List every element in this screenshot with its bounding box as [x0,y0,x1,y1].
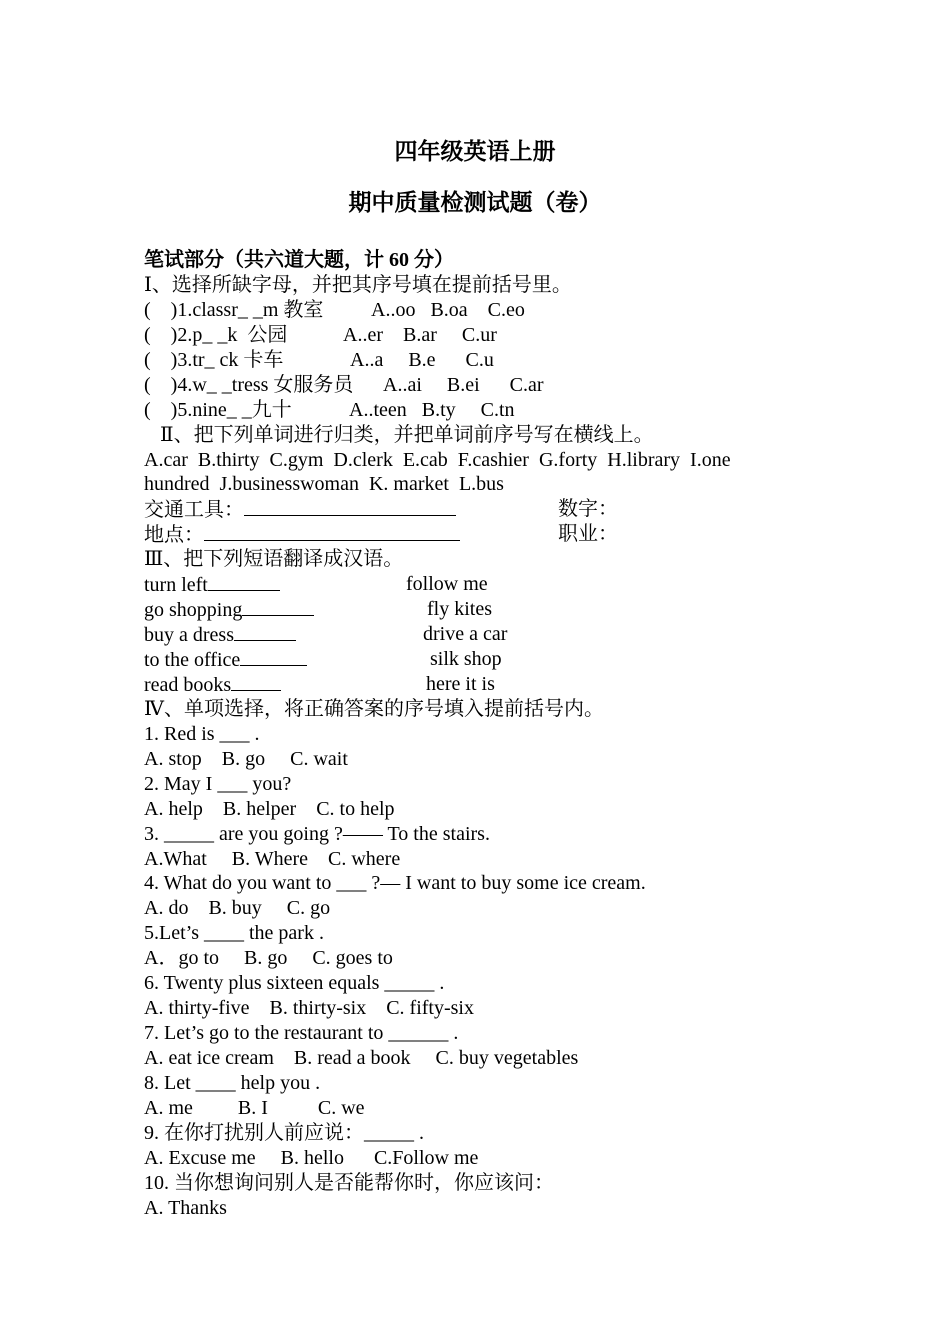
part3-instruction: Ⅲ、把下列短语翻译成汉语。 [144,548,404,571]
part2-words: A.car B.thirty C.gym D.clerk E.cab F.cashier G.forty H.library I.one [144,448,731,471]
answer-blank[interactable] [240,647,307,666]
category-label: 职业： [558,523,618,546]
answer-blank[interactable] [234,622,296,641]
answer-blank[interactable] [208,572,280,591]
part2-instruction: Ⅱ、把下列单词进行归类，并把单词前序号写在横线上。 [160,423,654,446]
question-line: 2. May I ___ you? [144,772,292,795]
question-line: 5.Let’s ____ the park . [144,922,324,945]
options-line: A.What B. Where C. where [144,847,401,870]
question-line: 9. 在你打扰别人前应说：_____ . [144,1121,424,1144]
part1-item: ( )4.w_ _tress 女服务员 A..ai B.ei C.ar [144,373,544,396]
part2-category-row [144,497,844,522]
options-line: A．go to B. go C. goes to [144,947,393,970]
section-heading: 笔试部分（共六道大题，计 60 分） [144,249,454,271]
document-body [144,248,844,1221]
question-line: 4. What do you want to ___ ?— I want to buy some ice cream. [144,872,646,895]
question-line: 7. Let’s go to the restaurant to ______ . [144,1022,459,1045]
options-line: A. do B. buy C. go [144,897,331,920]
phrase-row: to the office silk shop [144,648,502,671]
category-label: 地点： [144,524,204,547]
options-line: A. me B. I C. we [144,1096,365,1119]
part1-item: ( )5.nine_ _九十 A..teen B.ty C.tn [144,398,515,421]
phrase-row: turn left follow me [144,573,488,597]
options-line: A. thirty-five B. thirty-six C. fifty-six [144,997,474,1020]
phrase-row: buy a dress drive a car [144,623,508,647]
options-line: A. help B. helper C. to help [144,797,395,820]
part2-words: hundred J.businesswoman K. market L.bus [144,473,504,496]
question-line: 10. 当你想询问别人是否能帮你时，你应该问： [144,1171,554,1194]
part1-instruction: Ⅰ、选择所缺字母，并把其序号填在提前括号里。 [144,273,572,296]
answer-blank[interactable] [204,522,460,541]
answer-blank[interactable] [244,497,456,516]
category-label: 交通工具： [144,499,244,522]
question-line: 8. Let ____ help you . [144,1071,321,1094]
options-line: A. Thanks [144,1196,227,1219]
question-line: 1. Red is ___ . [144,722,260,745]
part4-instruction: Ⅳ、单项选择，将正确答案的序号填入提前括号内。 [144,697,604,720]
category-label: 数字： [558,498,618,521]
document-title: 四年级英语上册 [394,139,556,164]
part2-category-row [144,522,844,547]
options-line: A. Excuse me B. hello C.Follow me [144,1146,479,1169]
answer-blank[interactable] [242,597,314,616]
part1-item: ( )2.p_ _k 公园 A..er B.ar C.ur [144,323,497,346]
part1-item: ( )3.tr_ ck 卡车 A..a B.e C.u [144,348,494,371]
answer-blank[interactable] [231,672,281,691]
phrase-row: go shopping fly kites [144,598,492,622]
part1-item: ( )1.classr_ _m 教室 A..oo B.oa C.eo [144,298,525,321]
phrase-row: read books here it is [144,672,495,696]
options-line: A. stop B. go C. wait [144,747,348,770]
options-line: A. eat ice cream B. read a book C. buy vegetables [144,1047,579,1069]
question-line: 6. Twenty plus sixteen equals _____ . [144,972,445,995]
question-line: 3. _____ are you going ?—— To the stairs. [144,822,490,845]
document-subtitle: 期中质量检测试题（卷） [348,190,602,215]
